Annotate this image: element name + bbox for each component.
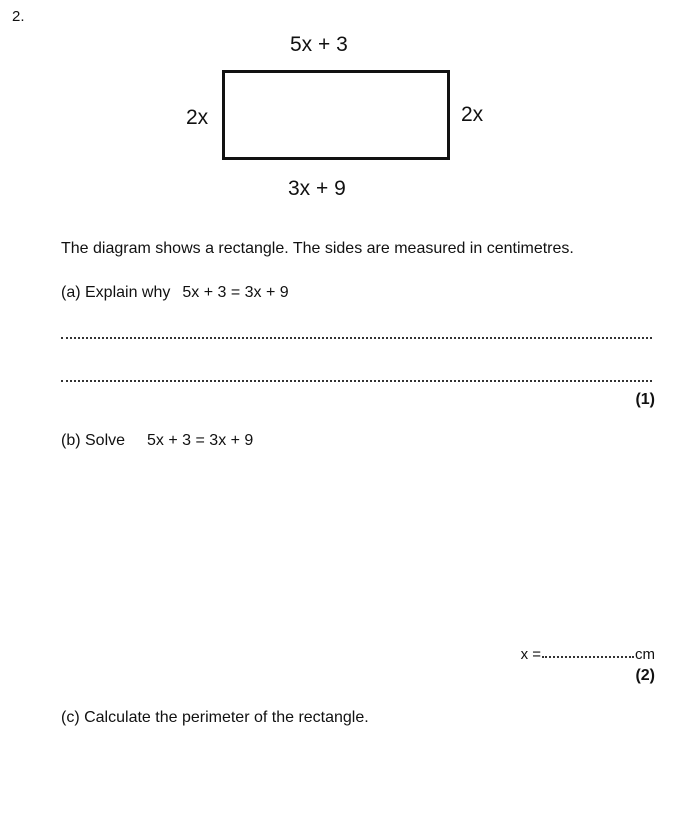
part-b-answer [521, 647, 655, 662]
part-a-label: (a) Explain why [61, 284, 171, 301]
part-a-equation: 5x + 3 = 3x + 9 [182, 284, 289, 301]
part-c-prompt: (c) Calculate the perimeter of the rectangle. [61, 709, 369, 726]
top-side-label: 5x + 3 [290, 33, 348, 56]
right-side-label: 2x [461, 103, 484, 126]
part-b-label: (b) Solve [61, 432, 126, 449]
answer-prefix: x = [520, 646, 541, 663]
part-b-marks: (2) [635, 667, 655, 684]
answer-blank[interactable] [542, 656, 634, 658]
part-b-prompt [61, 433, 253, 449]
left-side-label: 2x [186, 106, 209, 129]
rectangle-shape [222, 70, 450, 160]
bottom-side-label: 3x + 9 [288, 177, 346, 200]
answer-unit: cm [635, 646, 655, 663]
answer-line-2[interactable] [61, 380, 652, 382]
part-b-equation: 5x + 3 = 3x + 9 [147, 432, 254, 449]
answer-line-1[interactable] [61, 337, 652, 339]
part-a-marks: (1) [635, 391, 655, 408]
part-a-prompt [61, 285, 289, 301]
intro-text: The diagram shows a rectangle. The sides are measured in centimetres. [61, 240, 574, 257]
question-number: 2. [12, 8, 25, 25]
